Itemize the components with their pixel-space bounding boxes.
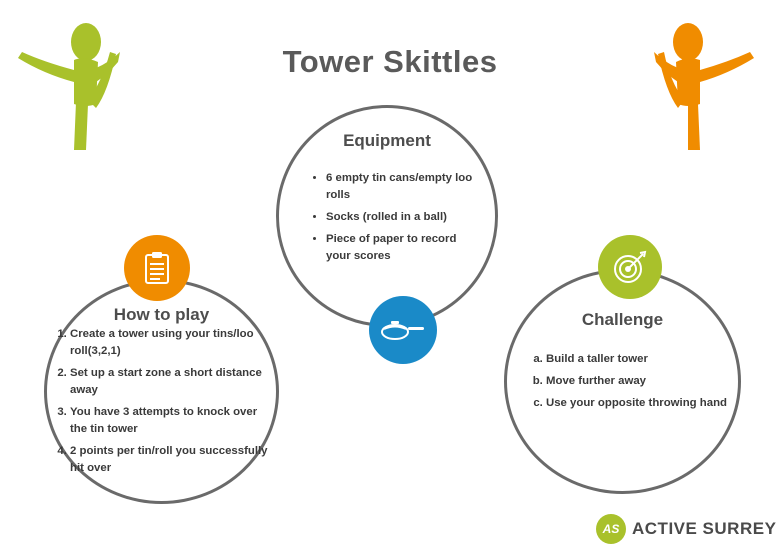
list-item: • Socks (rolled in a ball): [326, 209, 476, 226]
frying-pan-icon: [380, 319, 426, 341]
green-figure-illustration: [14, 22, 124, 154]
challenge-badge: [598, 235, 662, 299]
logo-mark-text: AS: [602, 522, 620, 536]
list-item: • 6 empty tin cans/empty loo rolls: [326, 170, 476, 204]
equipment-list: [326, 170, 476, 270]
page-title: Tower Skittles: [282, 44, 498, 79]
list-item: • Piece of paper to record your scores: [326, 231, 476, 265]
logo-mark: [596, 514, 626, 544]
challenge-list: [546, 351, 741, 417]
list-item: 4. 2 points per tin/roll you successfully hit over: [70, 443, 276, 477]
target-icon: [612, 249, 648, 285]
list-item: 3. You have 3 attempts to knock over the tin tower: [70, 404, 276, 438]
list-item: c. Use your opposite throwing hand: [546, 395, 741, 412]
clipboard-icon: [143, 251, 171, 285]
list-item: 1. Create a tower using your tins/loo roll(3,2,1): [70, 326, 276, 360]
challenge-heading: Challenge: [581, 310, 664, 329]
active-surrey-logo: [596, 514, 776, 544]
equipment-heading: Equipment: [343, 131, 431, 150]
orange-figure-illustration: [648, 22, 758, 154]
list-item: a. Build a taller tower: [546, 351, 741, 368]
how-to-play-badge: [124, 235, 190, 301]
logo-text: ACTIVE SURREY: [632, 519, 777, 538]
how-to-play-heading: How to play: [113, 305, 210, 324]
equipment-badge: [369, 296, 437, 364]
list-item: b. Move further away: [546, 373, 741, 390]
list-item: 2. Set up a start zone a short distance away: [70, 365, 276, 399]
how-to-play-list: [70, 326, 276, 482]
